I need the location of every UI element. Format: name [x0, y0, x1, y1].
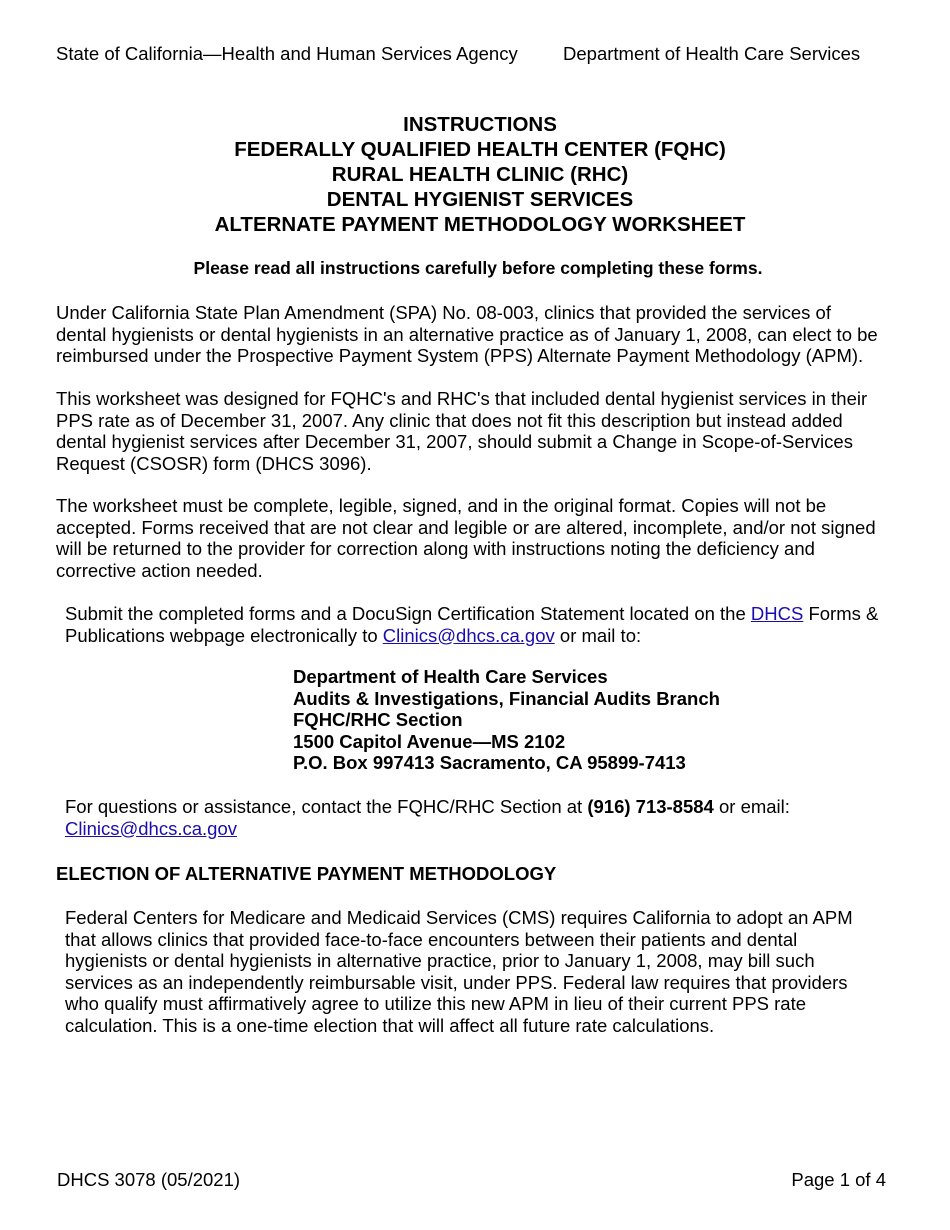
paragraph-line: dental hygienists or dental hygienists in an alternative practice as of January 1, 2008, can elect to be: [56, 323, 878, 345]
paragraph-line: PPS rate as of December 31, 2007. Any clinic that does not fit this description but instead added: [56, 409, 843, 431]
submit-text: or mail to:: [554, 624, 642, 646]
submit-text: Publications webpage electronically to: [65, 624, 383, 646]
paragraph-spa: [56, 302, 896, 367]
paragraph-line: This worksheet was designed for FQHC's and RHC's that included dental hygienist services in their: [56, 388, 868, 409]
title-line: FEDERALLY QUALIFIED HEALTH CENTER (FQHC): [234, 138, 726, 161]
paragraph-line: The worksheet must be complete, legible, signed, and in the original format. Copies will not be: [56, 495, 827, 516]
header-agency: State of California—Health and Human Services Agency: [56, 43, 518, 64]
contact-phone: (916) 713-8584: [587, 796, 714, 817]
paragraph-submit: [65, 603, 905, 646]
footer-page-number: Page 1 of 4: [791, 1169, 886, 1190]
contact-text: For questions or assistance, contact the FQHC/RHC Section at: [65, 796, 588, 817]
title-line: RURAL HEALTH CLINIC (RHC): [331, 163, 629, 186]
mailing-address: [293, 666, 720, 774]
title-line: INSTRUCTIONS: [403, 113, 557, 136]
contact-email-link[interactable]: Clinics@dhcs.ca.gov: [65, 817, 237, 839]
submit-line-1: [65, 603, 905, 625]
paragraph-line: calculation. This is a one-time election that will affect all future rate calculations.: [65, 1014, 715, 1036]
paragraph-worksheet-purpose: [56, 388, 896, 474]
paragraph-line: that allows clinics that provided face-to-face encounters between their patients and dental: [65, 928, 798, 950]
contact-line: [65, 818, 905, 840]
paragraph-line: corrective action needed.: [56, 559, 263, 581]
address-line: FQHC/RHC Section: [293, 709, 463, 730]
paragraph-line: hygienists or dental hygienists in alternative practice, prior to January 1, 2008, may bill such: [65, 950, 815, 971]
paragraph-election: [65, 907, 905, 1036]
read-instructions-notice: Please read all instructions carefully before completing these forms.: [193, 258, 763, 278]
title-line: ALTERNATE PAYMENT METHODOLOGY WORKSHEET: [214, 213, 746, 236]
address-line: 1500 Capitol Avenue—MS 2102: [293, 730, 566, 752]
paragraph-line: reimbursed under the Prospective Payment System (PPS) Alternate Payment Methodology (APM).: [56, 345, 864, 366]
contact-line: [65, 796, 905, 818]
paragraph-contact: [65, 796, 905, 839]
footer-form-number: DHCS 3078 (05/2021): [57, 1169, 241, 1190]
paragraph-line: who qualify must affirmatively agree to utilize this new APM in lieu of their current PPS rate: [65, 993, 807, 1014]
dhcs-link[interactable]: DHCS: [750, 603, 804, 624]
header-department: Department of Health Care Services: [563, 43, 861, 64]
clinics-email-link[interactable]: Clinics@dhcs.ca.gov: [382, 624, 555, 646]
paragraph-line: dental hygienist services after December 31, 2007, should submit a Change in Scope-of-Services: [56, 431, 853, 452]
address-line: Audits & Investigations, Financial Audits Branch: [293, 687, 720, 709]
submit-text: Forms &: [803, 603, 879, 624]
paragraph-line: Federal Centers for Medicare and Medicaid Services (CMS) requires California to adopt an APM: [65, 907, 853, 928]
document-title: [0, 112, 950, 237]
paragraph-requirements: [56, 495, 896, 581]
title-line: DENTAL HYGIENIST SERVICES: [326, 188, 634, 211]
address-line: P.O. Box 997413 Sacramento, CA 95899-7413: [293, 752, 686, 773]
paragraph-line: Request (CSOSR) form (DHCS 3096).: [56, 452, 372, 474]
submit-line-2: [65, 625, 905, 647]
paragraph-line: accepted. Forms received that are not clear and legible or are altered, incomplete, and/or not signed: [56, 516, 876, 538]
paragraph-line: services as an independently reimbursable visit, under PPS. Federal law requires that providers: [65, 971, 848, 993]
paragraph-line: will be returned to the provider for correction along with instructions noting the deficiency and: [56, 538, 815, 559]
submit-text: Submit the completed forms and a DocuSign Certification Statement located on the: [65, 603, 751, 624]
contact-text: or email:: [713, 796, 790, 817]
section-heading-election: ELECTION OF ALTERNATIVE PAYMENT METHODOLOGY: [56, 863, 557, 884]
paragraph-line: Under California State Plan Amendment (SPA) No. 08-003, clinics that provided the services of: [56, 302, 831, 323]
address-line: Department of Health Care Services: [293, 666, 608, 687]
